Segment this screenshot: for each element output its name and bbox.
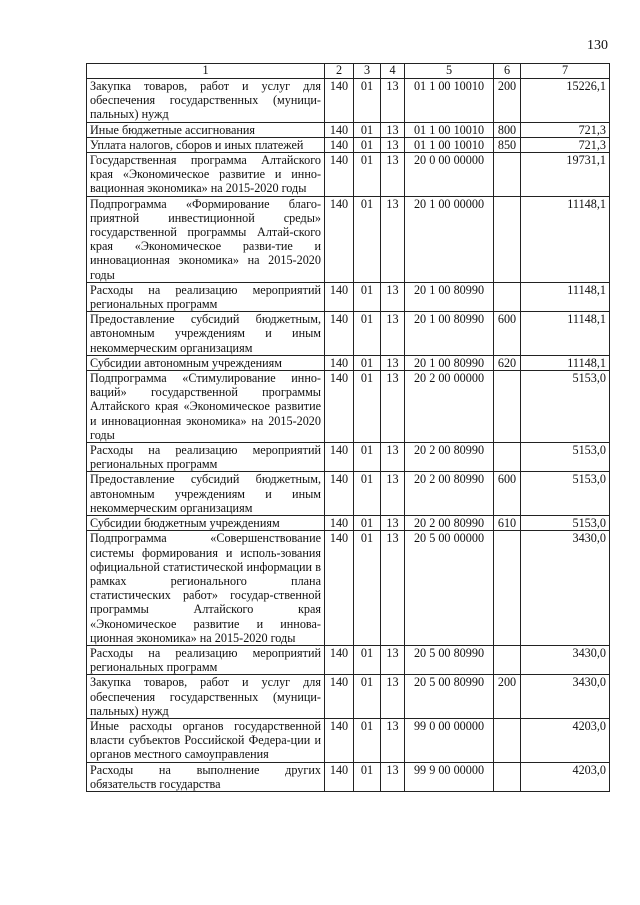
row-name: Расходы на выполнение других обязательств государства (87, 762, 325, 791)
row-code-admin: 140 (325, 79, 354, 123)
row-name: Предоставление субсидий бюджетным, автономным учреждениям и иным некоммерческим организациям (87, 472, 325, 516)
row-code-subsection: 13 (381, 355, 405, 370)
row-code-expense-type: 620 (494, 355, 521, 370)
row-code-expense-type (494, 153, 521, 197)
row-amount: 3430,0 (521, 531, 610, 646)
row-code-section: 01 (354, 79, 381, 123)
row-code-subsection: 13 (381, 122, 405, 137)
row-code-subsection: 13 (381, 137, 405, 152)
row-code-admin: 140 (325, 675, 354, 719)
row-code-section: 01 (354, 137, 381, 152)
row-code-subsection: 13 (381, 443, 405, 472)
row-amount: 19731,1 (521, 153, 610, 197)
row-code-admin: 140 (325, 645, 354, 674)
row-amount: 11148,1 (521, 282, 610, 311)
header-col-3: 3 (354, 64, 381, 79)
row-code-section: 01 (354, 371, 381, 443)
row-code-target: 20 2 00 80990 (405, 472, 494, 516)
table-row (87, 718, 610, 762)
row-code-target: 20 1 00 00000 (405, 196, 494, 282)
row-name: Предоставление субсидий бюджетным, автономным учреждениям и иным некоммерческим организациям (87, 312, 325, 356)
row-code-section: 01 (354, 282, 381, 311)
table-row (87, 137, 610, 152)
row-amount: 5153,0 (521, 443, 610, 472)
row-code-subsection: 13 (381, 762, 405, 791)
row-code-expense-type: 800 (494, 122, 521, 137)
row-code-expense-type (494, 762, 521, 791)
row-code-expense-type (494, 196, 521, 282)
row-name: Подпрограмма «Совершенствование системы формирования и исполь-зования официальной статистической информации в рамках регионального плана статистических работ» государ-ственной программы Алтайского края «Экономическое развитие и иннова-ционная экономика» на 2015-2020 годы (87, 531, 325, 646)
row-name: Иные расходы органов государственной власти субъектов Российской Федера-ции и органов местного самоуправления (87, 718, 325, 762)
row-amount: 4203,0 (521, 762, 610, 791)
row-code-expense-type: 200 (494, 79, 521, 123)
row-name: Расходы на реализацию мероприятий региональных программ (87, 645, 325, 674)
row-code-expense-type (494, 645, 521, 674)
row-amount: 15226,1 (521, 79, 610, 123)
row-code-expense-type (494, 371, 521, 443)
row-code-target: 01 1 00 10010 (405, 137, 494, 152)
row-code-target: 20 2 00 80990 (405, 516, 494, 531)
row-code-admin: 140 (325, 516, 354, 531)
header-col-7: 7 (521, 64, 610, 79)
table-row (87, 762, 610, 791)
table-row (87, 472, 610, 516)
row-code-admin: 140 (325, 137, 354, 152)
table-row (87, 196, 610, 282)
row-name: Субсидии автономным учреждениям (87, 355, 325, 370)
header-col-1: 1 (87, 64, 325, 79)
row-code-admin: 140 (325, 472, 354, 516)
row-amount: 5153,0 (521, 516, 610, 531)
row-name: Закупка товаров, работ и услуг для обеспечения государственных (муници-пальных) нужд (87, 675, 325, 719)
row-name: Расходы на реализацию мероприятий региональных программ (87, 443, 325, 472)
row-code-section: 01 (354, 472, 381, 516)
table-row (87, 153, 610, 197)
table-row (87, 675, 610, 719)
row-amount: 3430,0 (521, 675, 610, 719)
row-code-section: 01 (354, 516, 381, 531)
table-row (87, 282, 610, 311)
row-code-admin: 140 (325, 282, 354, 311)
row-code-section: 01 (354, 531, 381, 646)
row-code-target: 01 1 00 10010 (405, 122, 494, 137)
row-code-admin: 140 (325, 762, 354, 791)
row-code-target: 20 0 00 00000 (405, 153, 494, 197)
row-code-subsection: 13 (381, 282, 405, 311)
page-number: 130 (587, 38, 608, 53)
header-col-4: 4 (381, 64, 405, 79)
table-row (87, 443, 610, 472)
row-code-target: 20 2 00 80990 (405, 443, 494, 472)
row-code-target: 20 5 00 00000 (405, 531, 494, 646)
row-code-section: 01 (354, 718, 381, 762)
row-code-expense-type (494, 531, 521, 646)
table-row (87, 355, 610, 370)
row-code-expense-type: 850 (494, 137, 521, 152)
row-code-admin: 140 (325, 718, 354, 762)
row-code-expense-type: 600 (494, 472, 521, 516)
row-code-subsection: 13 (381, 675, 405, 719)
row-code-subsection: 13 (381, 531, 405, 646)
row-code-admin: 140 (325, 122, 354, 137)
row-name: Субсидии бюджетным учреждениям (87, 516, 325, 531)
row-code-section: 01 (354, 196, 381, 282)
row-code-admin: 140 (325, 443, 354, 472)
row-amount: 3430,0 (521, 645, 610, 674)
row-amount: 11148,1 (521, 355, 610, 370)
row-code-section: 01 (354, 645, 381, 674)
row-amount: 5153,0 (521, 472, 610, 516)
row-code-subsection: 13 (381, 645, 405, 674)
row-code-target: 20 5 00 80990 (405, 645, 494, 674)
row-code-section: 01 (354, 443, 381, 472)
row-name: Подпрограмма «Стимулирование инно-ваций» государственной программы Алтайского края «Экономическое развитие и инновационная экономика» на 2015-2020 годы (87, 371, 325, 443)
row-code-target: 99 9 00 00000 (405, 762, 494, 791)
row-code-subsection: 13 (381, 371, 405, 443)
row-name: Расходы на реализацию мероприятий региональных программ (87, 282, 325, 311)
row-code-target: 20 5 00 80990 (405, 675, 494, 719)
header-col-6: 6 (494, 64, 521, 79)
row-name: Уплата налогов, сборов и иных платежей (87, 137, 325, 152)
table-row (87, 122, 610, 137)
row-code-subsection: 13 (381, 196, 405, 282)
row-code-admin: 140 (325, 312, 354, 356)
row-code-section: 01 (354, 355, 381, 370)
row-code-subsection: 13 (381, 153, 405, 197)
row-name: Подпрограмма «Формирование благо-приятной инвестиционной среды» государственной программы Алтай-ского края «Экономическое разви-тие и инновационная экономика» на 2015-2020 годы (87, 196, 325, 282)
row-code-subsection: 13 (381, 516, 405, 531)
row-code-target: 01 1 00 10010 (405, 79, 494, 123)
row-code-section: 01 (354, 675, 381, 719)
table-header-row (87, 64, 610, 79)
row-name: Государственная программа Алтайского края «Экономическое развитие и инно-вационная экономика» на 2015-2020 годы (87, 153, 325, 197)
row-amount: 721,3 (521, 122, 610, 137)
row-code-expense-type (494, 282, 521, 311)
table-row (87, 371, 610, 443)
row-code-expense-type: 600 (494, 312, 521, 356)
budget-table (86, 63, 610, 792)
table-body (87, 79, 610, 792)
row-code-expense-type: 200 (494, 675, 521, 719)
table-row (87, 79, 610, 123)
row-name: Закупка товаров, работ и услуг для обеспечения государственных (муници-пальных) нужд (87, 79, 325, 123)
row-code-subsection: 13 (381, 472, 405, 516)
row-code-target: 20 2 00 00000 (405, 371, 494, 443)
row-code-admin: 140 (325, 196, 354, 282)
row-code-section: 01 (354, 153, 381, 197)
row-code-expense-type (494, 443, 521, 472)
row-code-section: 01 (354, 122, 381, 137)
table-row (87, 645, 610, 674)
row-code-target: 20 1 00 80990 (405, 282, 494, 311)
row-code-subsection: 13 (381, 718, 405, 762)
table-row (87, 516, 610, 531)
row-code-expense-type (494, 718, 521, 762)
row-code-subsection: 13 (381, 312, 405, 356)
row-code-admin: 140 (325, 153, 354, 197)
row-code-expense-type: 610 (494, 516, 521, 531)
row-code-subsection: 13 (381, 79, 405, 123)
row-code-target: 20 1 00 80990 (405, 355, 494, 370)
row-code-admin: 140 (325, 531, 354, 646)
row-amount: 11148,1 (521, 196, 610, 282)
row-amount: 5153,0 (521, 371, 610, 443)
row-amount: 721,3 (521, 137, 610, 152)
row-code-target: 99 0 00 00000 (405, 718, 494, 762)
table-row (87, 312, 610, 356)
header-col-2: 2 (325, 64, 354, 79)
row-amount: 4203,0 (521, 718, 610, 762)
row-code-admin: 140 (325, 371, 354, 443)
row-code-section: 01 (354, 762, 381, 791)
row-name: Иные бюджетные ассигнования (87, 122, 325, 137)
table-row (87, 531, 610, 646)
row-code-section: 01 (354, 312, 381, 356)
row-code-target: 20 1 00 80990 (405, 312, 494, 356)
header-col-5: 5 (405, 64, 494, 79)
row-amount: 11148,1 (521, 312, 610, 356)
row-code-admin: 140 (325, 355, 354, 370)
